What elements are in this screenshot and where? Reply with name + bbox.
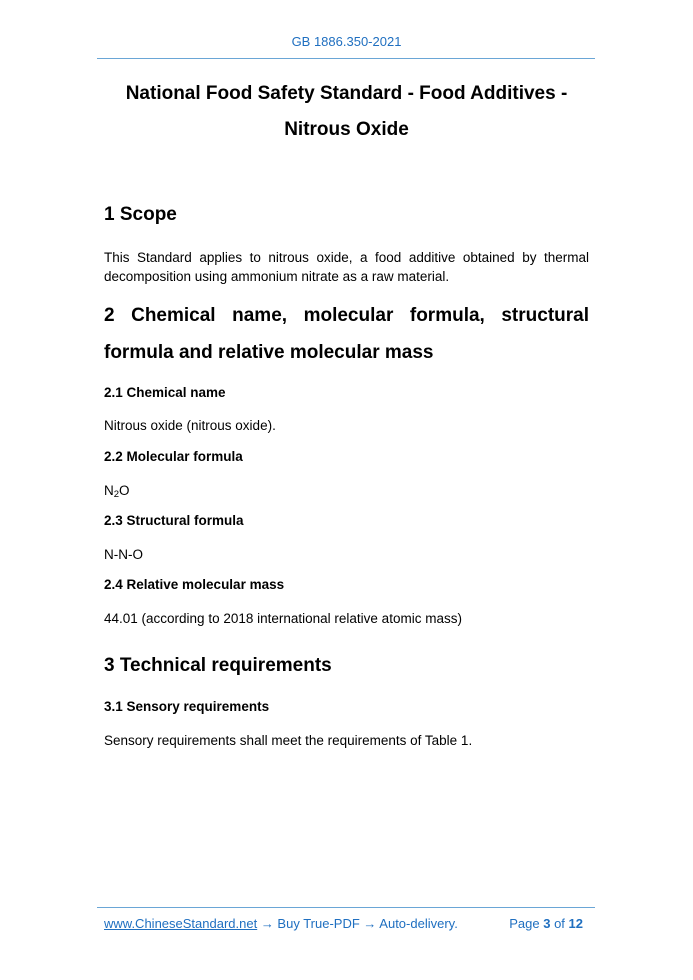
formula-subscript: 2	[113, 489, 120, 500]
chemical-heading-line-1: 2 Chemical name, molecular formula, structural	[104, 305, 589, 326]
page-total: 12	[568, 916, 583, 931]
scope-text: This Standard applies to nitrous oxide, a food additive obtained by thermal decomposition using ammonium nitrate as a raw material.	[104, 250, 589, 284]
molecular-formula-heading: 2.2 Molecular formula	[104, 449, 243, 464]
sensory-heading: 3.1 Sensory requirements	[104, 699, 270, 714]
page-of: of	[554, 916, 565, 931]
title-line-1: National Food Safety Standard - Food Additives -	[125, 83, 568, 104]
technical-heading: 3 Technical requirements	[104, 655, 332, 676]
chinesestandard-link[interactable]: www.ChineseStandard.net	[104, 916, 258, 931]
footer-divider	[97, 907, 595, 908]
chemical-heading-line-2: formula and relative molecular mass	[104, 342, 434, 363]
scope-heading: 1 Scope	[104, 204, 177, 225]
header-divider	[97, 58, 595, 59]
chemical-name-text: Nitrous oxide (nitrous oxide).	[104, 418, 276, 433]
document-title	[60, 76, 633, 148]
page-label: Page	[509, 916, 540, 931]
molecular-mass-heading: 2.4 Relative molecular mass	[104, 577, 285, 592]
footer-promo-text: → Buy True-PDF → Auto-delivery.	[257, 916, 458, 931]
title-line-2: Nitrous Oxide	[284, 119, 409, 140]
molecular-formula-text	[104, 481, 589, 504]
standard-id-header: GB 1886.350-2021	[291, 34, 402, 49]
chemical-heading	[104, 297, 589, 371]
sensory-text: Sensory requirements shall meet the requirements of Table 1.	[104, 733, 473, 748]
footer-promo	[104, 916, 458, 931]
chemical-name-heading: 2.1 Chemical name	[104, 385, 226, 400]
formula-part-n: N	[104, 483, 114, 498]
structural-formula-heading: 2.3 Structural formula	[104, 513, 244, 528]
page-current: 3	[543, 916, 551, 931]
page-number	[509, 916, 583, 931]
formula-part-o: O	[119, 483, 130, 498]
structural-formula-text: N-N-O	[104, 547, 143, 562]
molecular-mass-text: 44.01 (according to 2018 international relative atomic mass)	[104, 611, 462, 626]
